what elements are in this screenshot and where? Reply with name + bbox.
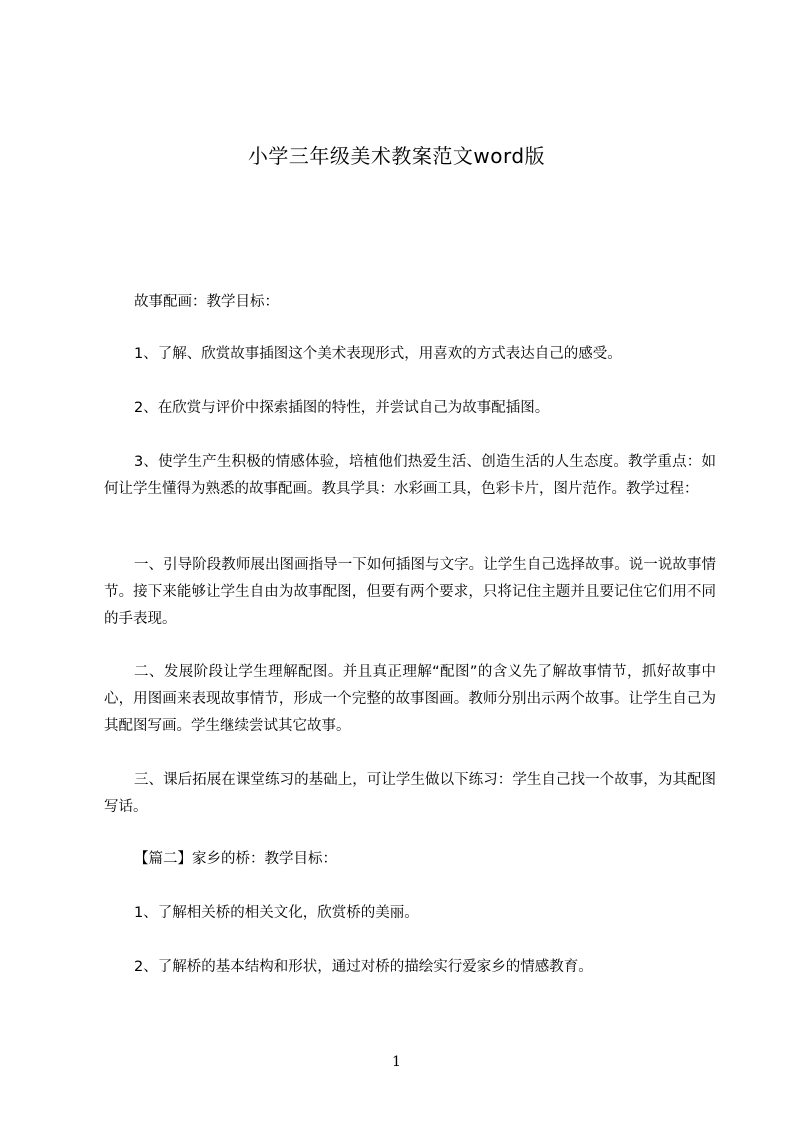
paragraph-section-heading-1: 故事配画：教学目标： xyxy=(134,294,279,310)
paragraph-step-3: 三、课后拓展在课堂练习的基础上，可让学生做以下练习：学生自己找一个故事，为其配图写话。 xyxy=(104,772,716,815)
paragraph-goal-1: 1、了解、欣赏故事插图这个美术表现形式，用喜欢的方式表达自己的感受。 xyxy=(134,346,622,362)
paragraph-goal-2: 2、在欣赏与评价中探索插图的特性，并尝试自己为故事配插图。 xyxy=(134,400,550,416)
paragraph-bridge-goal-1: 1、了解相关桥的相关文化，欣赏桥的美丽。 xyxy=(134,905,419,921)
paragraph-section-heading-2: 【篇二】家乡的桥：教学目标： xyxy=(134,851,337,867)
paragraph-bridge-goal-2: 2、了解桥的基本结构和形状，通过对桥的描绘实行爱家乡的情感教育。 xyxy=(134,959,593,975)
document-title: 小学三年级美术教案范文word版 xyxy=(247,144,546,168)
paragraph-step-1: 一、引导阶段教师展出图画指导一下如何插图与文字。让学生自己选择故事。说一说故事情节。接下来能够让学生自由为故事配图，但要有两个要求，只将记住主题并且要记住它们用不同的手表现。 xyxy=(104,557,716,627)
paragraph-goal-3: 3、使学生产生积极的情感体验，培植他们热爱生活、创造生活的人生态度。教学重点：如何让学生懂得为熟悉的故事配画。教具学具：水彩画工具，色彩卡片，图片范作。教学过程： xyxy=(104,454,716,497)
page-number: 1 xyxy=(392,1054,401,1070)
paragraph-step-2: 二、发展阶段让学生理解配图。并且真正理解“配图”的含义先了解故事情节，抓好故事中心，用图画来表现故事情节，形成一个完整的故事图画。教师分别出示两个故事。让学生自己为其配图写画。学生继续尝试其它故事。 xyxy=(104,664,716,734)
